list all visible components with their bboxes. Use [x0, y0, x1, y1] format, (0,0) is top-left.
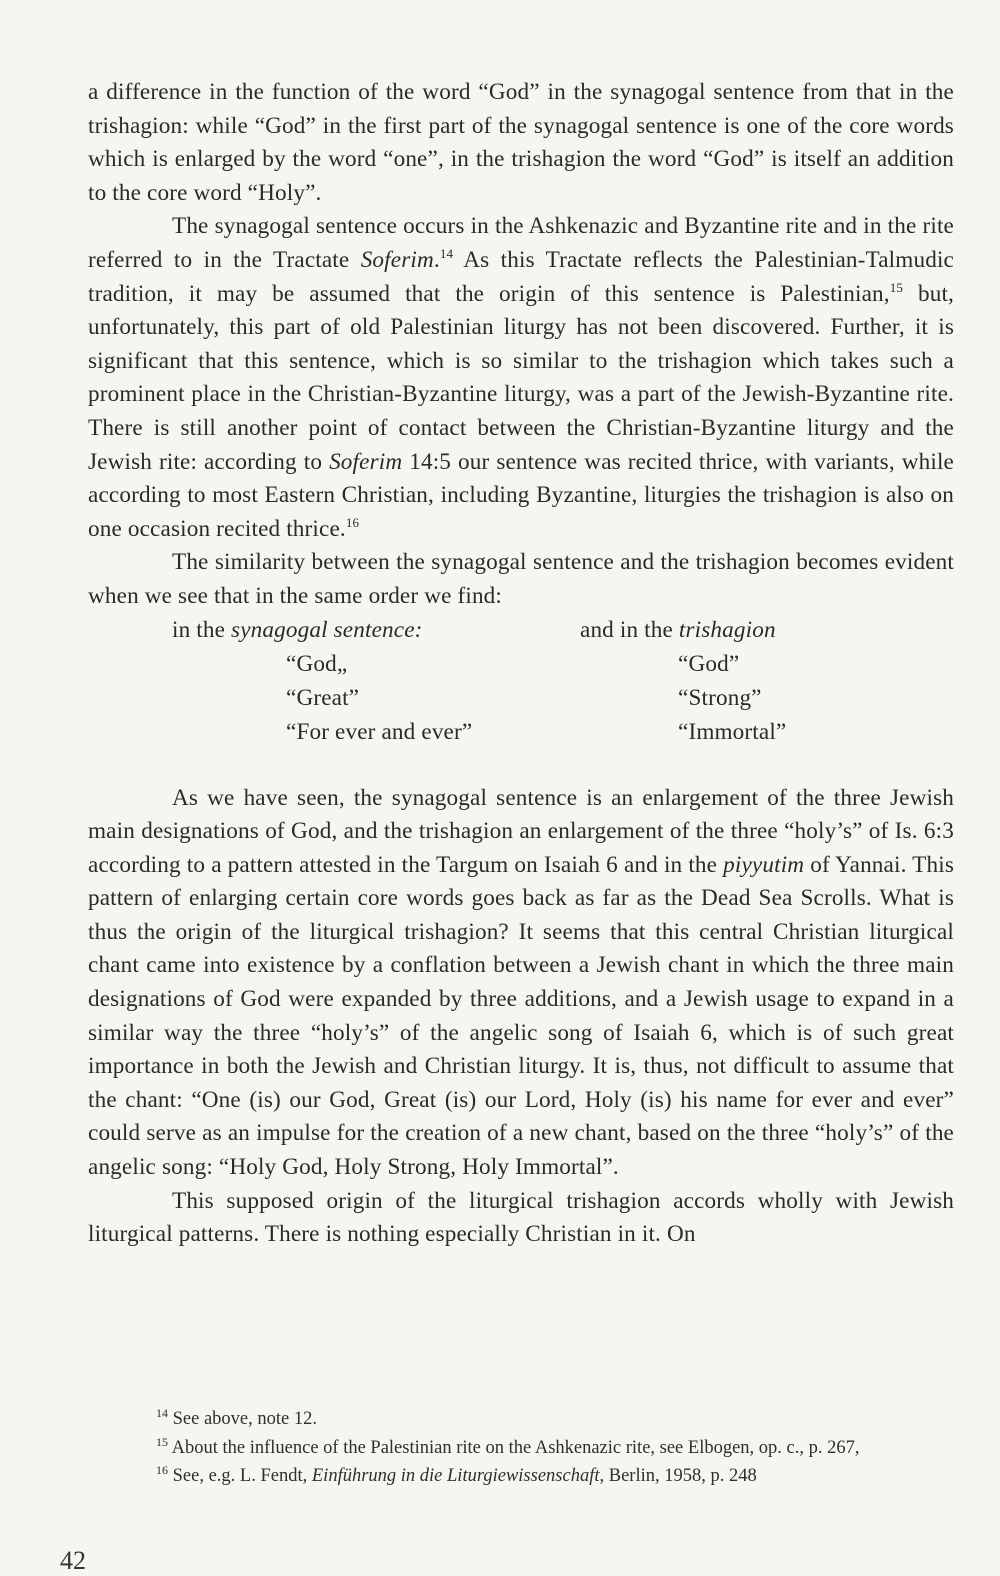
footnote-ref-14: 14 — [439, 245, 454, 261]
footnote-15 — [88, 1434, 956, 1463]
right-column-heading — [580, 614, 776, 648]
footnotes — [88, 1405, 956, 1491]
text-run: As we have seen, the synagogal sentence is an enlargement of the three Jewish main designations of God, and the trishagion an enlargement of the three “holy’s” of Is. 6:3 according to a pattern attested in the Targum on Isaiah 6 and in the — [88, 784, 954, 878]
left-item: “For ever and ever” — [286, 718, 473, 745]
italic-title-soferim: Soferim — [329, 448, 403, 475]
text-run: but, unfortunately, this part of old Palestinian liturgy has not been discovered. Further, it is significant that this sentence, which is so similar to the trishagion which takes such a prominent place in the Christian-Byzantine liturgy, was a part of the Jewish-Byzantine rite. There is still another point of contact between the Christian-Byzantine liturgy and the Jewish rite: according to — [88, 280, 955, 475]
paragraph-2 — [88, 210, 954, 546]
footnote-16 — [88, 1462, 956, 1491]
paragraph-1: a difference in the function of the word “God” in the synagogal sentence from that in the trishagion: while “God” in the first part of the synagogal sentence is one of the core words which is enlarged by the word “one”, in the trishagion the word “God” is itself an addition to the core word “Holy”. — [88, 79, 954, 206]
right-item: “Immortal” — [678, 718, 787, 745]
text-run: The synagogal sentence occurs in the Ashkenazic and Byzantine rite and in the rite referred to in the Tractate — [88, 213, 954, 273]
heading-text: in the — [172, 616, 232, 643]
footnote-ref-16: 16 — [345, 514, 360, 530]
footnote-text: About the influence of the Palestinian rite on the Ashkenazic rite, see Elbogen, op. c., p. 267, — [168, 1437, 860, 1458]
paragraph-3: The similarity between the synagogal sentence and the trishagion becomes evident when we see that in the same order we find: — [88, 549, 954, 609]
right-item: “Strong” — [678, 684, 762, 711]
italic-term-piyyutim: piyyutim — [723, 851, 805, 878]
heading-italic: synagogal sentence: — [231, 616, 423, 643]
comparison-table — [88, 614, 954, 782]
text-run: As this Tractate reflects the Palestinian-Talmudic tradition, it may be assumed that the origin of this sentence is Palestinian, — [88, 246, 954, 307]
left-item: “God„ — [286, 650, 348, 677]
body-text — [88, 76, 954, 1252]
heading-italic: trishagion — [678, 616, 776, 643]
footnote-text: See, e.g. L. Fendt, — [168, 1466, 312, 1486]
page-number: 42 — [60, 1546, 86, 1575]
footnote-number: 16 — [156, 1463, 168, 1477]
paragraph-4 — [88, 782, 954, 1185]
footnote-text: , Berlin, 1958, p. 248 — [599, 1466, 757, 1486]
footnote-number: 15 — [156, 1434, 168, 1449]
heading-text: and in the — [580, 616, 679, 643]
footnote-italic-title: Einführung in die Liturgiewissenschaft — [311, 1466, 600, 1486]
paragraph-5: This supposed origin of the liturgical trishagion accords wholly with Jewish liturgical patterns. There is nothing especially Christian in it. On — [88, 1187, 954, 1248]
right-item: “God” — [678, 650, 740, 677]
left-item: “Great” — [286, 684, 360, 711]
footnote-text: See above, note 12. — [168, 1409, 317, 1429]
text-run: of Yannai. This pattern of enlarging certain core words goes back as far as the Dead Sea Scrolls. What is thus the origin of the liturgical trishagion? It seems that this central Christian liturgical chant came into existence by a conflation between a Jewish chant in which the three main designations of God were expanded by three additions, and a Jewish usage to expand in a similar way the three “holy’s” of the angelic song of Isaiah 6, which is of such great importance in both the Jewish and Christian liturgy. It is, thus, not difficult to assume that the chant: “One (is) our God, Great (is) our Lord, Holy (is) his name for ever and ever” could serve as an impulse for the creation of a new chant, based on the three “holy’s” of the angelic song: “Holy God, Holy Strong, Holy Immortal”. — [88, 851, 954, 1181]
text-run: 14:5 our sentence was recited thrice, with variants, while according to most Eastern Christian, including Byzantine, liturgies the trishagion is also on one occasion recited thrice. — [88, 448, 954, 542]
text-run: . — [433, 246, 440, 273]
italic-title-soferim: Soferim — [360, 246, 434, 273]
left-column-heading — [172, 614, 423, 648]
footnote-14 — [88, 1405, 956, 1434]
footnote-ref-15: 15 — [889, 279, 904, 295]
footnote-number: 14 — [156, 1406, 168, 1420]
